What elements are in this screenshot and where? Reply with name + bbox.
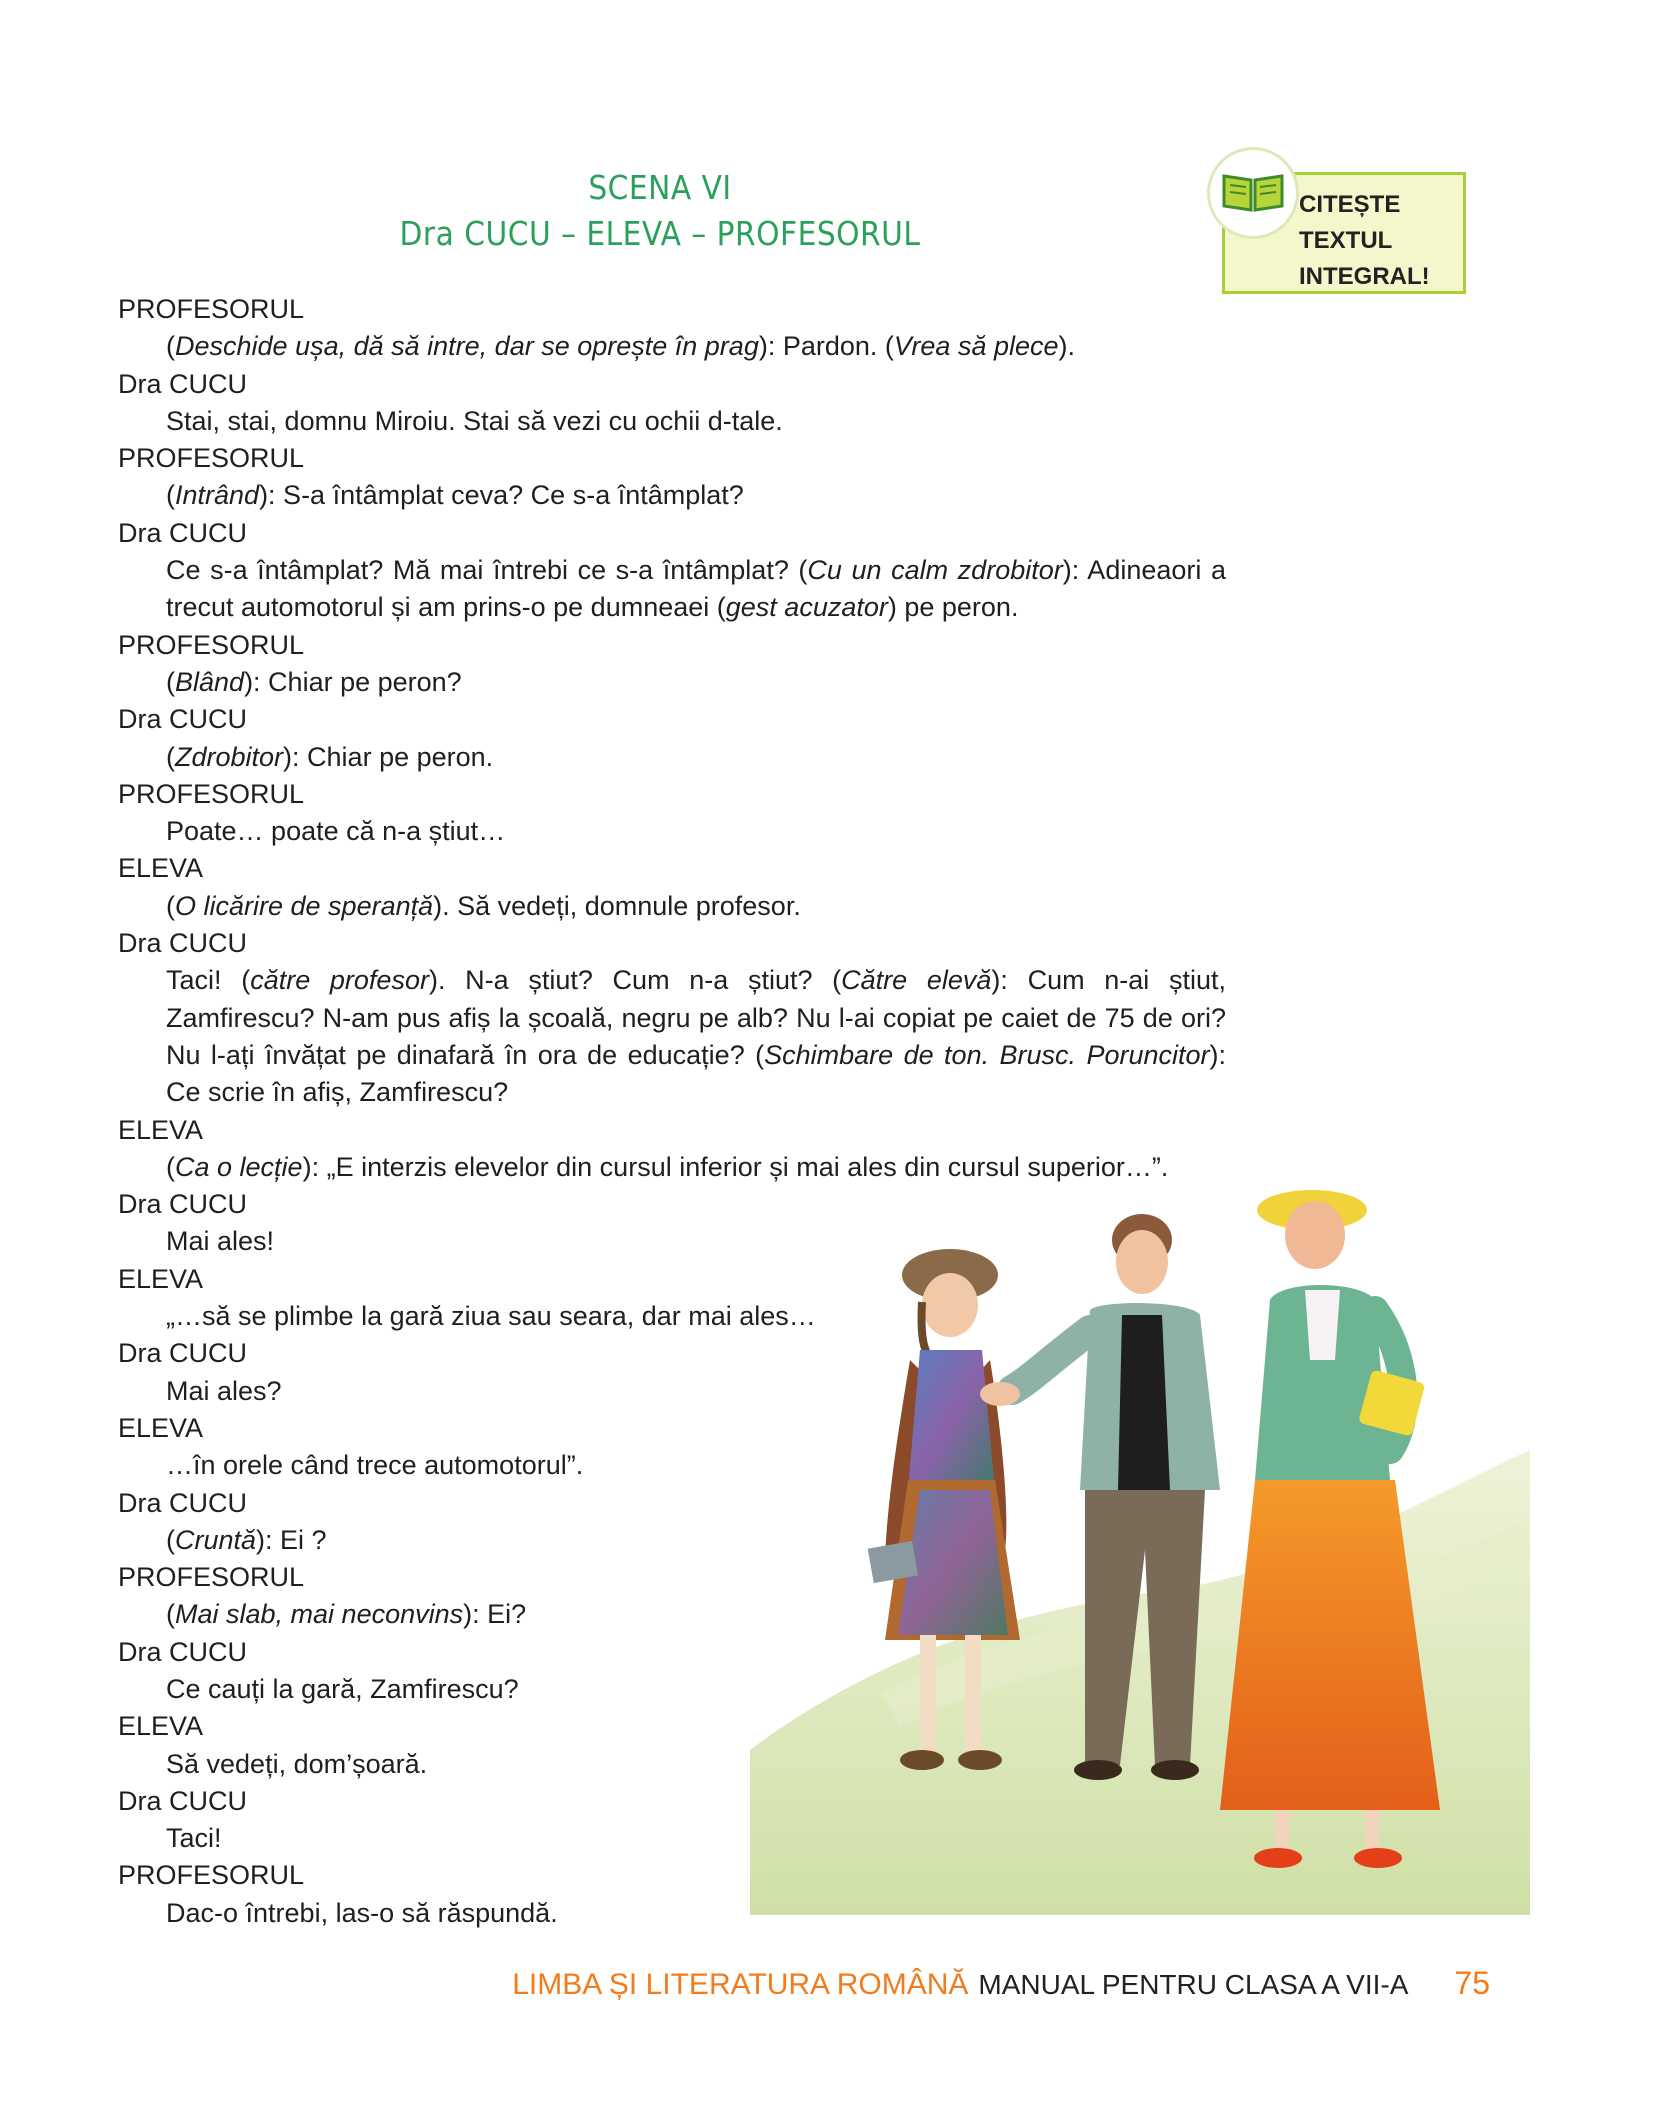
speaker-name: Dra CUCU <box>118 1487 248 1518</box>
speech-text: ): Pardon. ( <box>758 331 894 362</box>
speech-text: Ce s-a întâmplat? Mă mai întrebi ce s-a întâmplat? ( <box>166 555 808 586</box>
read-box-line-2: TEXTUL <box>1299 227 1393 254</box>
stage-direction: Către elevă <box>841 965 992 996</box>
speech-text: ). N-a știut? Cum n-a știut? ( <box>428 965 842 996</box>
speaker-name: Dra CUCU <box>118 368 248 399</box>
speech-text: ) pe peron. <box>887 592 1019 623</box>
scene-title <box>380 165 940 257</box>
speaker-name: ELEVA <box>118 1711 204 1742</box>
stage-direction: Deschide ușa, dă să intre, dar se oprește în prag <box>175 331 759 362</box>
speaker-name: ELEVA <box>118 1263 204 1294</box>
speech-text: ): Adineaori a trecut automotorul și am prins-o pe dumneaei ( <box>166 555 1226 623</box>
speaker-name: Dra CUCU <box>118 1636 248 1667</box>
speaker-name: Dra CUCU <box>118 928 248 959</box>
speech-text: Stai, stai, domnu Miroiu. Stai să vezi cu ochii d-tale. <box>166 405 783 436</box>
speech-text: „…să se plimbe la gară ziua sau seara, dar mai ales… <box>166 1301 816 1332</box>
speech-text: Dac-o întrebi, las-o să răspundă. <box>166 1897 558 1928</box>
stage-direction: gest acuzator <box>725 592 888 623</box>
speech-text: Ce cauți la gară, Zamfirescu? <box>166 1673 519 1704</box>
speech-text: ( <box>166 1599 175 1630</box>
speech-text: Taci! ( <box>166 965 251 996</box>
speaker-name: PROFESORUL <box>118 294 305 324</box>
stage-direction: Cu un calm zdrobitor <box>807 555 1063 586</box>
speech-text: ( <box>166 1151 175 1182</box>
page-footer <box>0 1963 1490 2005</box>
stage-direction: O licărire de speranță <box>175 890 434 921</box>
speech-text: ): Cum n-ai știut, Zamfirescu? N-am pus afiș la școală, negru pe alb? Nu l-ai copiat pe caiet de 75 de ori? Nu l-ați învățat pe dinafară în ora de educație? ( <box>166 965 1227 1070</box>
speech-text: Taci! <box>166 1823 222 1854</box>
speech-text: ( <box>166 480 175 511</box>
speaker-name: Dra CUCU <box>118 1338 248 1369</box>
speech-line <box>118 739 1228 776</box>
speaker-name: PROFESORUL <box>118 1860 305 1891</box>
speech-line <box>118 1149 1226 1186</box>
speaker-name: PROFESORUL <box>118 443 305 474</box>
stage-direction: către profesor <box>250 965 429 996</box>
speech-text: ( <box>166 666 175 697</box>
speech-line <box>118 328 1228 365</box>
speech-line <box>118 664 1228 701</box>
stage-direction: Mai slab, mai neconvins <box>175 1599 464 1630</box>
read-box-line-1: CITEȘTE <box>1299 191 1401 218</box>
speaker-name: Dra CUCU <box>118 1785 248 1816</box>
stage-direction: Cruntă <box>175 1524 257 1555</box>
speech-text: ): Ei ? <box>256 1524 327 1555</box>
speech-text: ). <box>1058 331 1076 362</box>
footer-subject: LIMBA ȘI LITERATURA ROMÂNĂ <box>512 1968 969 2001</box>
speech-line <box>118 552 1226 627</box>
stage-direction: Schimbare de ton. Brusc. Poruncitor <box>764 1039 1210 1070</box>
page-number: 75 <box>1454 1965 1490 2001</box>
speech-text: Mai ales? <box>166 1375 282 1406</box>
open-book-icon <box>1210 150 1296 236</box>
speech-text: ( <box>166 741 175 772</box>
speech-line <box>118 962 1226 1111</box>
speech-text: Poate… poate că n-a știut… <box>166 816 506 847</box>
speaker-name: PROFESORUL <box>118 629 305 660</box>
speech-text: ): Chiar pe peron? <box>244 666 462 697</box>
speech-line <box>118 403 1228 440</box>
speech-text: ): Ei? <box>463 1599 527 1630</box>
speaker-name: PROFESORUL <box>118 778 305 809</box>
stage-direction: Zdrobitor <box>175 741 284 772</box>
stage-direction: Blând <box>175 666 245 697</box>
speech-text: ): Ce scrie în afiș, Zamfirescu? <box>166 1039 1226 1108</box>
scene-illustration <box>750 1190 1530 1915</box>
stage-direction: Intrând <box>175 480 260 511</box>
speech-text: Mai ales! <box>166 1226 275 1257</box>
speaker-name: ELEVA <box>118 853 204 884</box>
speech-line <box>118 888 1228 925</box>
speech-text: ( <box>166 1524 175 1555</box>
speech-line <box>118 477 1228 514</box>
stage-direction: Ca o lecție <box>175 1151 303 1182</box>
speech-text: ): S-a întâmplat ceva? Ce s-a întâmplat? <box>259 480 744 511</box>
speech-text: …în orele când trece automotorul”. <box>166 1450 584 1481</box>
scene-title-line-1: SCENA VI <box>588 168 732 207</box>
speech-line <box>118 813 1228 850</box>
read-box-line-3: INTEGRAL! <box>1299 263 1430 290</box>
speaker-name: ELEVA <box>118 1114 204 1145</box>
stage-direction: Vrea să plece <box>893 331 1059 362</box>
speaker-name: PROFESORUL <box>118 1562 305 1593</box>
footer-manual: MANUAL PENTRU CLASA A VII-A <box>978 1969 1409 2000</box>
speech-text: ( <box>166 890 175 921</box>
speaker-name: Dra CUCU <box>118 704 248 735</box>
scene-title-line-2: Dra CUCU – ELEVA – PROFESORUL <box>399 214 921 253</box>
speech-text: ): Chiar pe peron. <box>283 741 494 772</box>
speech-text: ). Să vedeți, domnule profesor. <box>433 890 801 921</box>
speech-text: ( <box>166 331 175 362</box>
speaker-name: Dra CUCU <box>118 517 248 548</box>
speaker-name: ELEVA <box>118 1412 204 1443</box>
read-full-text-label <box>1299 187 1459 295</box>
speech-text: ): „E interzis elevelor din cursul inferior și mai ales din cursul superior…”. <box>302 1151 1169 1182</box>
speech-text: Să vedeți, dom’șoară. <box>166 1748 428 1779</box>
speaker-name: Dra CUCU <box>118 1189 248 1220</box>
